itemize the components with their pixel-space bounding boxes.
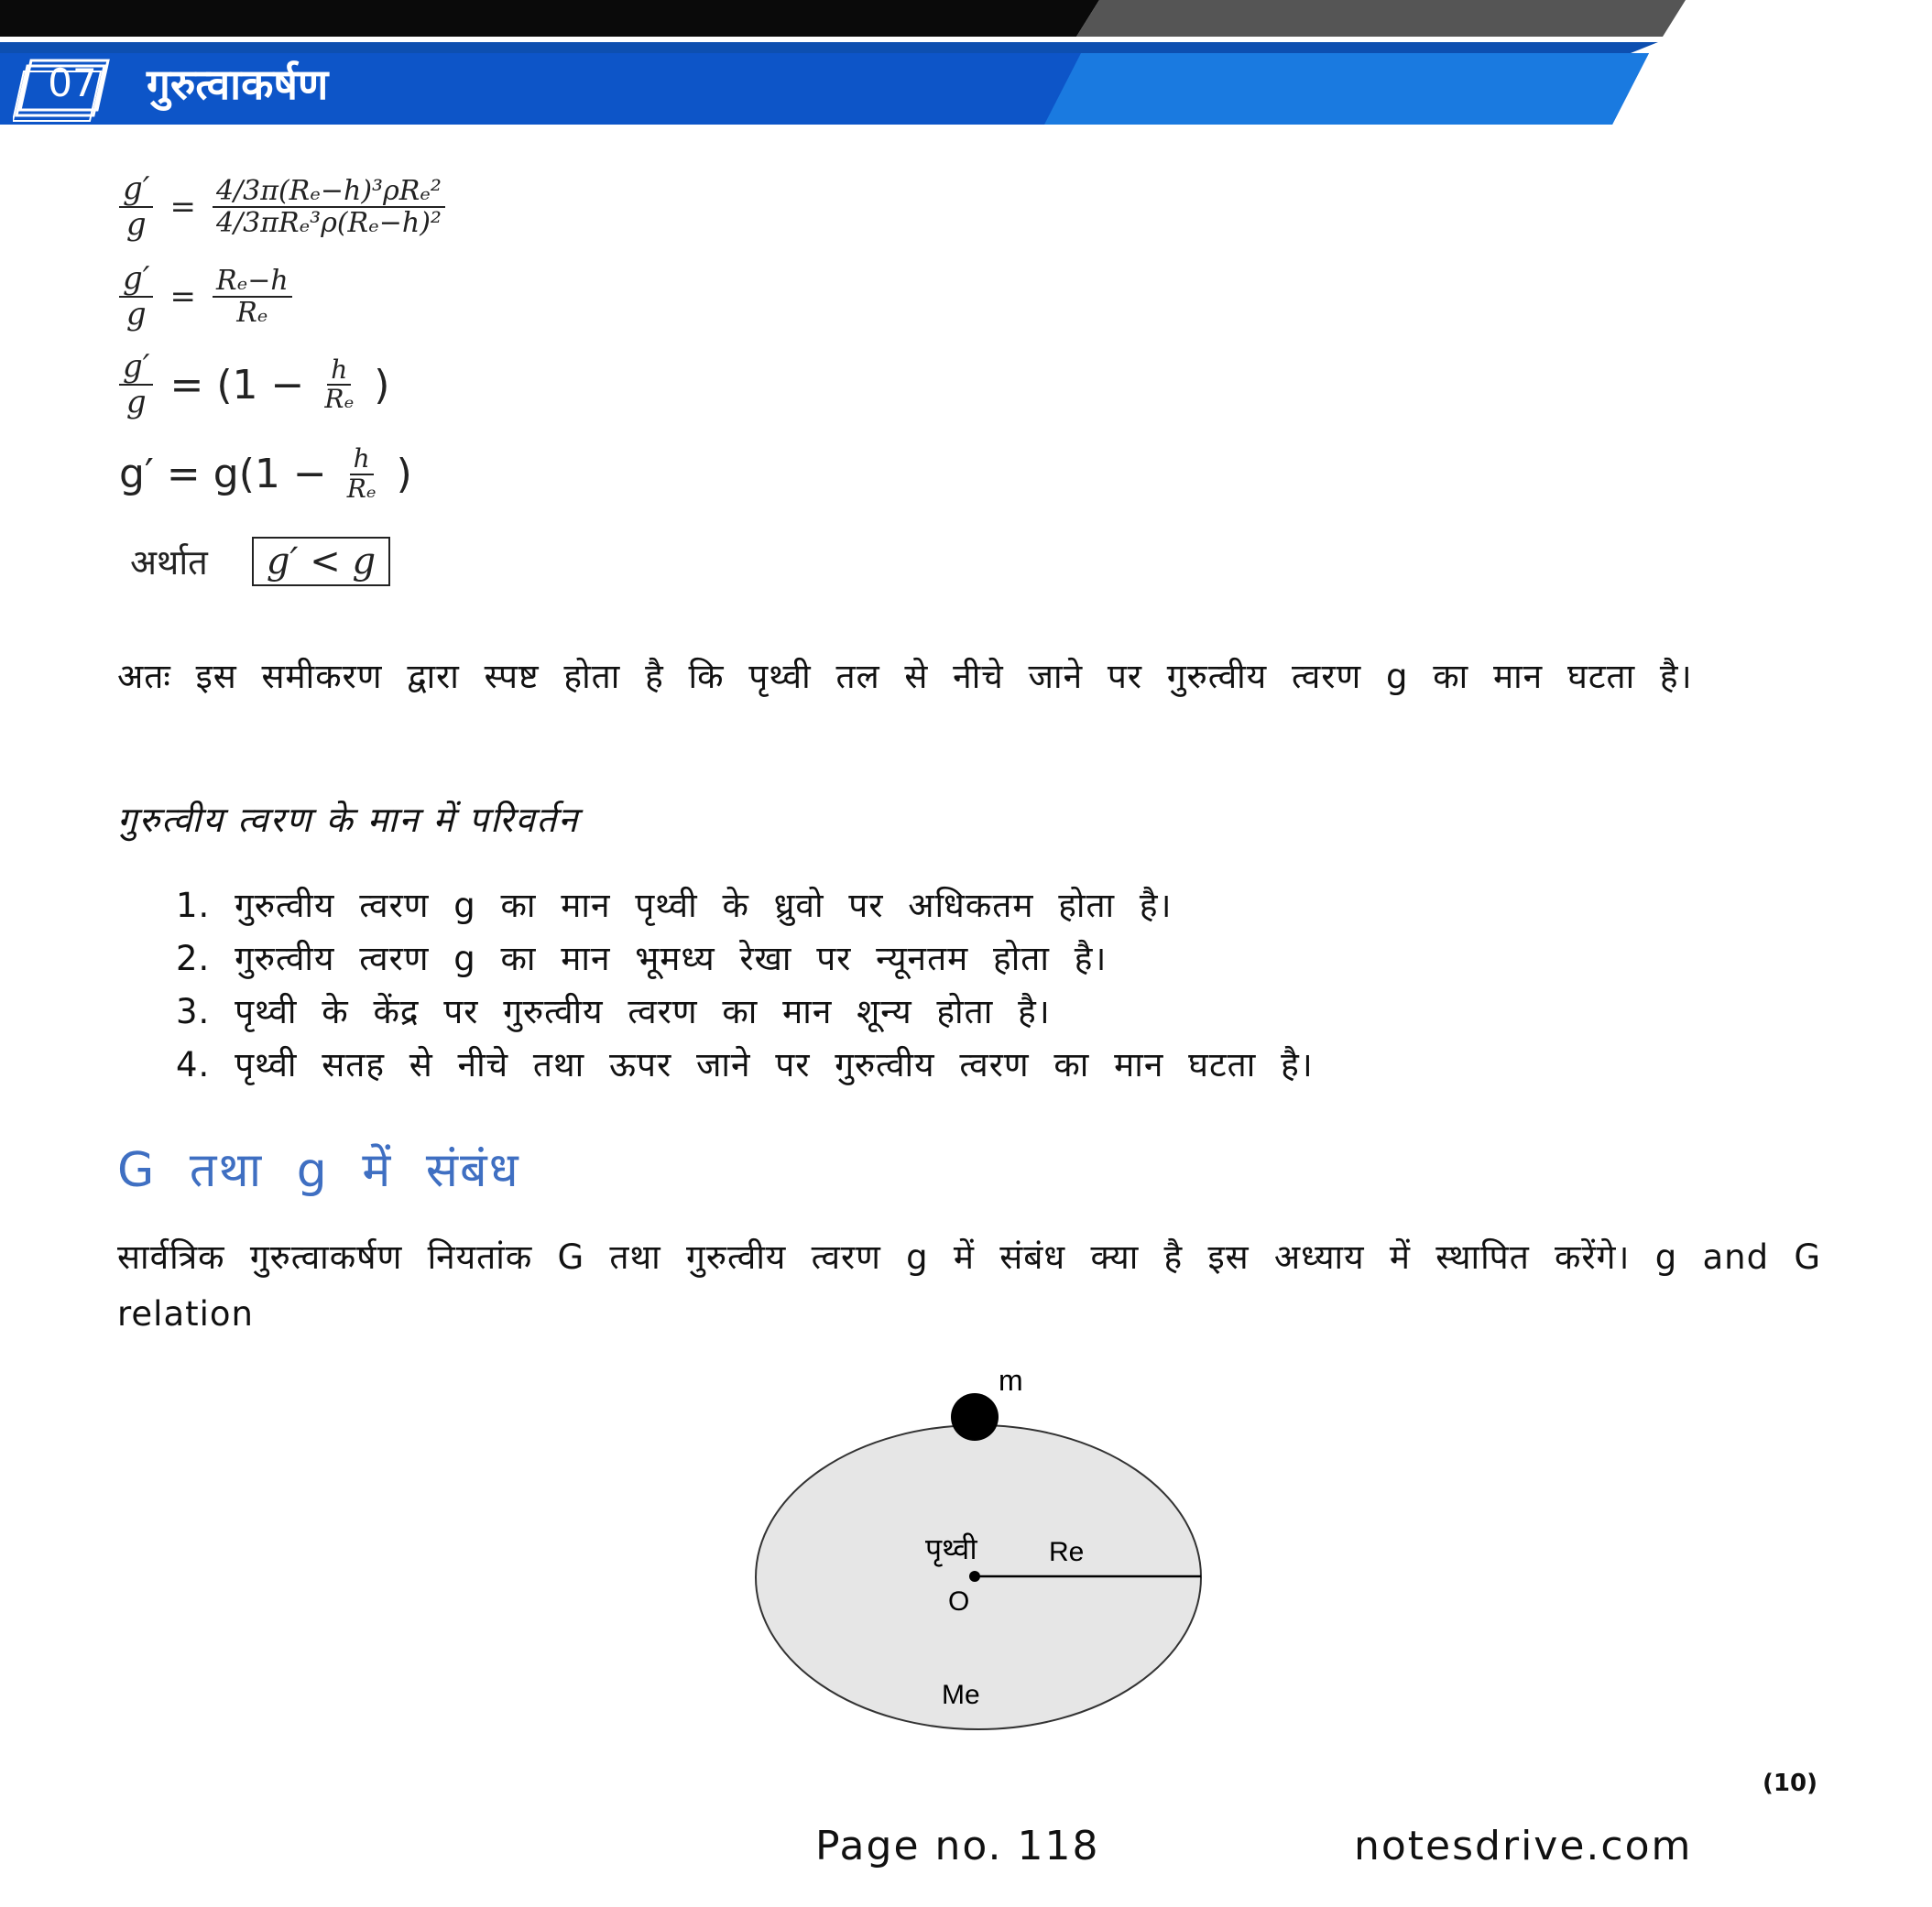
list-item: 1. गुरुत्वीय त्वरण g का मान पृथ्वी के ध्रुवो पर अधिकतम होता है। xyxy=(176,886,1173,925)
paragraph-g-G-relation: सार्वत्रिक गुरुत्वाकर्षण नियतांक G तथा गुरुत्वीय त्वरण g में संबंध क्या है इस अध्याय में स्थापित करेंगे। g and G relation xyxy=(117,1237,1821,1334)
eq3-h-over-re: $\frac{h}{\text{Rₑ}}$ xyxy=(324,354,355,415)
conclusion-row xyxy=(130,537,390,586)
conclusion-box: g′ < g xyxy=(252,537,390,586)
equation-3: $\frac{g'}{g}$ = (1 − $\frac{h}{\text{Rₑ}}$ ) xyxy=(119,350,389,420)
equation-4: g′ = g(1 − $\frac{h}{\text{Rₑ}}$ ) xyxy=(119,443,412,504)
equation-2: $\frac{g'}{g}$ = $\frac{\text{Rₑ−h}}{\text{Rₑ}}$ xyxy=(119,262,292,332)
chapter-number: 07 xyxy=(48,60,97,105)
list-item: 3. पृथ्वी के केंद्र पर गुरुत्वीय त्वरण का मान शून्य होता है। xyxy=(176,992,1051,1031)
chapter-title: गुरुत्वाकर्षण xyxy=(147,60,329,109)
eq2-lhs: $\frac{g'}{g}$ xyxy=(119,262,153,332)
eq1-rhs: $\frac{\text{4/3π(Rₑ−h)³ρRₑ²}}{\text{4/3πRₑ³ρ(Rₑ−h)²}}$ xyxy=(213,176,445,238)
mass-dot xyxy=(951,1393,999,1441)
variation-list xyxy=(176,879,1314,1092)
equation-1: $\frac{g'}{g}$ = $\frac{\text{4/3π(Rₑ−h)³ρRₑ²}}{\text{4/3πRₑ³ρ(Rₑ−h)²}}$ xyxy=(119,172,445,243)
earth-label: पृथ्वी xyxy=(925,1532,977,1565)
footer-site: notesdrive.com xyxy=(1354,1823,1693,1869)
eq2-rhs: $\frac{\text{Rₑ−h}}{\text{Rₑ}}$ xyxy=(213,266,292,328)
section-heading: G तथा g में संबंध xyxy=(117,1143,520,1198)
mass-label: m xyxy=(999,1365,1023,1397)
eq4-h-over-re: $\frac{h}{\text{Rₑ}}$ xyxy=(346,443,377,504)
page-marker: (10) xyxy=(1763,1770,1817,1797)
earth-mass-label: Me xyxy=(942,1680,980,1710)
eq1-lhs: $\frac{g'}{g}$ xyxy=(119,172,153,243)
earth-diagram xyxy=(733,1365,1228,1749)
list-item: 4. पृथ्वी सतह से नीचे तथा ऊपर जाने पर गुरुत्वीय त्वरण का मान घटता है। xyxy=(176,1045,1314,1084)
radius-label: Re xyxy=(1049,1537,1085,1567)
footer-page-number: Page no. 118 xyxy=(815,1823,1100,1869)
list-item: 2. गुरुत्वीय त्वरण g का मान भूमध्य रेखा पर न्यूनतम होता है। xyxy=(176,939,1108,978)
paragraph-depth-effect: अतः इस समीकरण द्वारा स्पष्ट होता है कि पृथ्वी तल से नीचे जाने पर गुरुत्वीय त्वरण g का मान घटता है। xyxy=(117,657,1693,696)
eq3-lhs: $\frac{g'}{g}$ xyxy=(119,350,153,420)
conclusion-label: अर्थात xyxy=(130,542,208,583)
subheading-variation: गुरुत्वीय त्वरण के मान में परिवर्तन xyxy=(117,800,580,840)
center-label: O xyxy=(948,1586,970,1617)
